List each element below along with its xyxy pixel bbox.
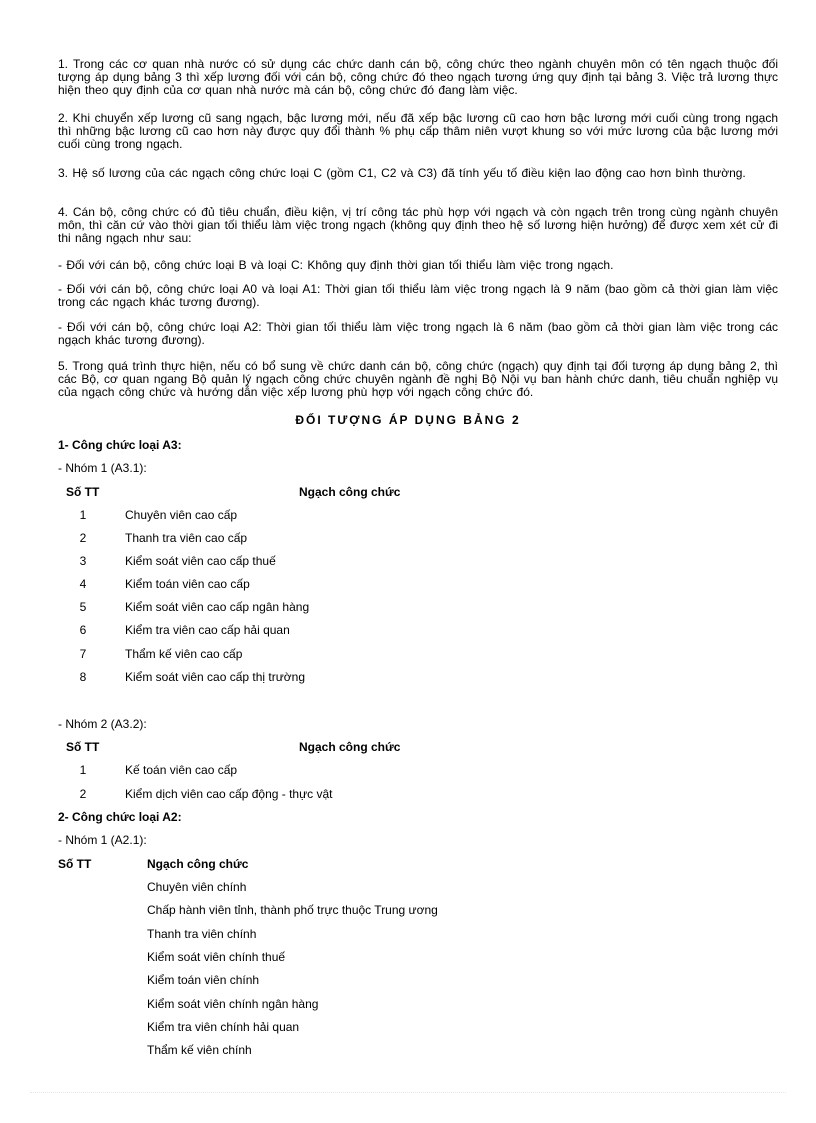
table-a31-header-ngach: Ngạch công chức <box>299 485 401 499</box>
section-title: ĐỐI TƯỢNG ÁP DỤNG BẢNG 2 <box>295 413 521 427</box>
group-a32-label: - Nhóm 2 (A3.2): <box>58 717 147 731</box>
row-number: 5 <box>79 600 87 614</box>
group-a31-label: - Nhóm 1 (A3.1): <box>58 461 147 475</box>
paragraph-4: 4. Cán bộ, công chức có đủ tiêu chuẩn, điều kiện, vị trí công tác phù hợp với ngạch và còn ngạch trên trong cùng ngành chuyên môn, thì căn cứ vào thời gian tối thiểu làm việc trong ngạch (không quy định theo hệ số lương hiện hưởng) để được xem xét cử đi thi nâng ngạch như sau: <box>58 205 778 246</box>
rank-name: Thanh tra viên cao cấp <box>125 531 248 545</box>
table-a21-row: Chấp hành viên tỉnh, thành phố trực thuộc Trung ương <box>147 903 438 917</box>
rank-name: Thẩm kế viên cao cấp <box>125 647 243 661</box>
table-a21-row: Kiểm soát viên chính ngân hàng <box>147 997 319 1011</box>
rank-name: Kiểm soát viên cao cấp thị trường <box>125 670 305 684</box>
paragraph-4-bullet-1: - Đối với cán bộ, công chức loại B và loại C: Không quy định thời gian tối thiểu làm việc trong ngạch. <box>58 258 614 272</box>
row-number: 1 <box>79 508 87 522</box>
table-a21-row: Thẩm kế viên chính <box>147 1043 252 1057</box>
rank-name: Kiểm toán viên cao cấp <box>125 577 250 591</box>
rank-name: Kiểm soát viên cao cấp thuế <box>125 554 276 568</box>
table-a21-header-ngach: Ngạch công chức <box>147 857 249 871</box>
paragraph-4-bullet-3: - Đối với cán bộ, công chức loại A2: Thời gian tối thiểu làm việc trong ngạch là 6 năm (bao gồm cả thời gian làm việc trong các ngạch khác tương đương). <box>58 320 778 348</box>
group-a21-label: - Nhóm 1 (A2.1): <box>58 833 147 847</box>
row-number: 8 <box>79 670 87 684</box>
rank-name: Kiểm dịch viên cao cấp động - thực vật <box>125 787 333 801</box>
table-a21-row: Kiểm soát viên chính thuế <box>147 950 286 964</box>
table-a21-row: Kiểm tra viên chính hải quan <box>147 1020 300 1034</box>
table-a21-row: Chuyên viên chính <box>147 880 247 894</box>
row-number: 1 <box>79 763 87 777</box>
table-a21-row: Kiểm toán viên chính <box>147 973 260 987</box>
row-number: 6 <box>79 623 87 637</box>
row-number: 3 <box>79 554 87 568</box>
heading-a2: 2- Công chức loại A2: <box>58 810 182 824</box>
rank-name: Kế toán viên cao cấp <box>125 763 238 777</box>
table-a32-header-ngach: Ngạch công chức <box>299 740 401 754</box>
paragraph-3: 3. Hệ số lương của các ngạch công chức loại C (gồm C1, C2 và C3) đã tính yếu tố điều kiện lao động cao hơn bình thường. <box>58 166 746 180</box>
row-number: 4 <box>79 577 87 591</box>
table-a21-header-stt: Số TT <box>58 857 92 871</box>
paragraph-4-bullet-2: - Đối với cán bộ, công chức loại A0 và loại A1: Thời gian tối thiểu làm việc trong ngạch là 9 năm (bao gồm cả thời gian làm việc trong các ngạch khác tương đương). <box>58 282 778 310</box>
rank-name: Chuyên viên cao cấp <box>125 508 238 522</box>
rank-name: Kiểm soát viên cao cấp ngân hàng <box>125 600 310 614</box>
heading-a3: 1- Công chức loại A3: <box>58 438 182 452</box>
rank-name: Kiểm tra viên cao cấp hải quan <box>125 623 290 637</box>
table-a31-header-stt: Số TT <box>66 485 100 499</box>
table-a21-row: Thanh tra viên chính <box>147 927 257 941</box>
row-number: 7 <box>79 647 87 661</box>
paragraph-2: 2. Khi chuyển xếp lương cũ sang ngạch, bậc lương mới, nếu đã xếp bậc lương cũ cao hơn bậc lương mới cuối cùng trong ngạch thì những bậc lương cũ cao hơn này được quy đổi thành % phụ cấp thâm niên vượt khung so với mức lương của bậc lương mới cuối cùng trong ngạch. <box>58 111 778 152</box>
page-bottom-divider <box>30 1092 786 1093</box>
paragraph-5: 5. Trong quá trình thực hiện, nếu có bổ sung về chức danh cán bộ, công chức (ngạch) quy định tại đối tượng áp dụng bảng 2, thì các Bộ, cơ quan ngang Bộ quản lý ngạch công chức chuyên ngành đề nghị Bộ Nội vụ ban hành chức danh, tiêu chuẩn nghiệp vụ của ngạch công chức và hướng dẫn việc xếp lương phù hợp với ngạch công chức đó. <box>58 359 778 400</box>
row-number: 2 <box>79 787 87 801</box>
paragraph-1: 1. Trong các cơ quan nhà nước có sử dụng các chức danh cán bộ, công chức theo ngành chuyên môn có tên ngạch thuộc đối tượng áp dụng bảng 3 thì xếp lương đối với cán bộ, công chức đó theo ngạch tương ứng quy định tại bảng 3. Việc trả lương thực hiện theo quy định của cơ quan nhà nước mà cán bộ, công chức đó đang làm việc. <box>58 57 778 98</box>
table-a32-header-stt: Số TT <box>66 740 100 754</box>
row-number: 2 <box>79 531 87 545</box>
